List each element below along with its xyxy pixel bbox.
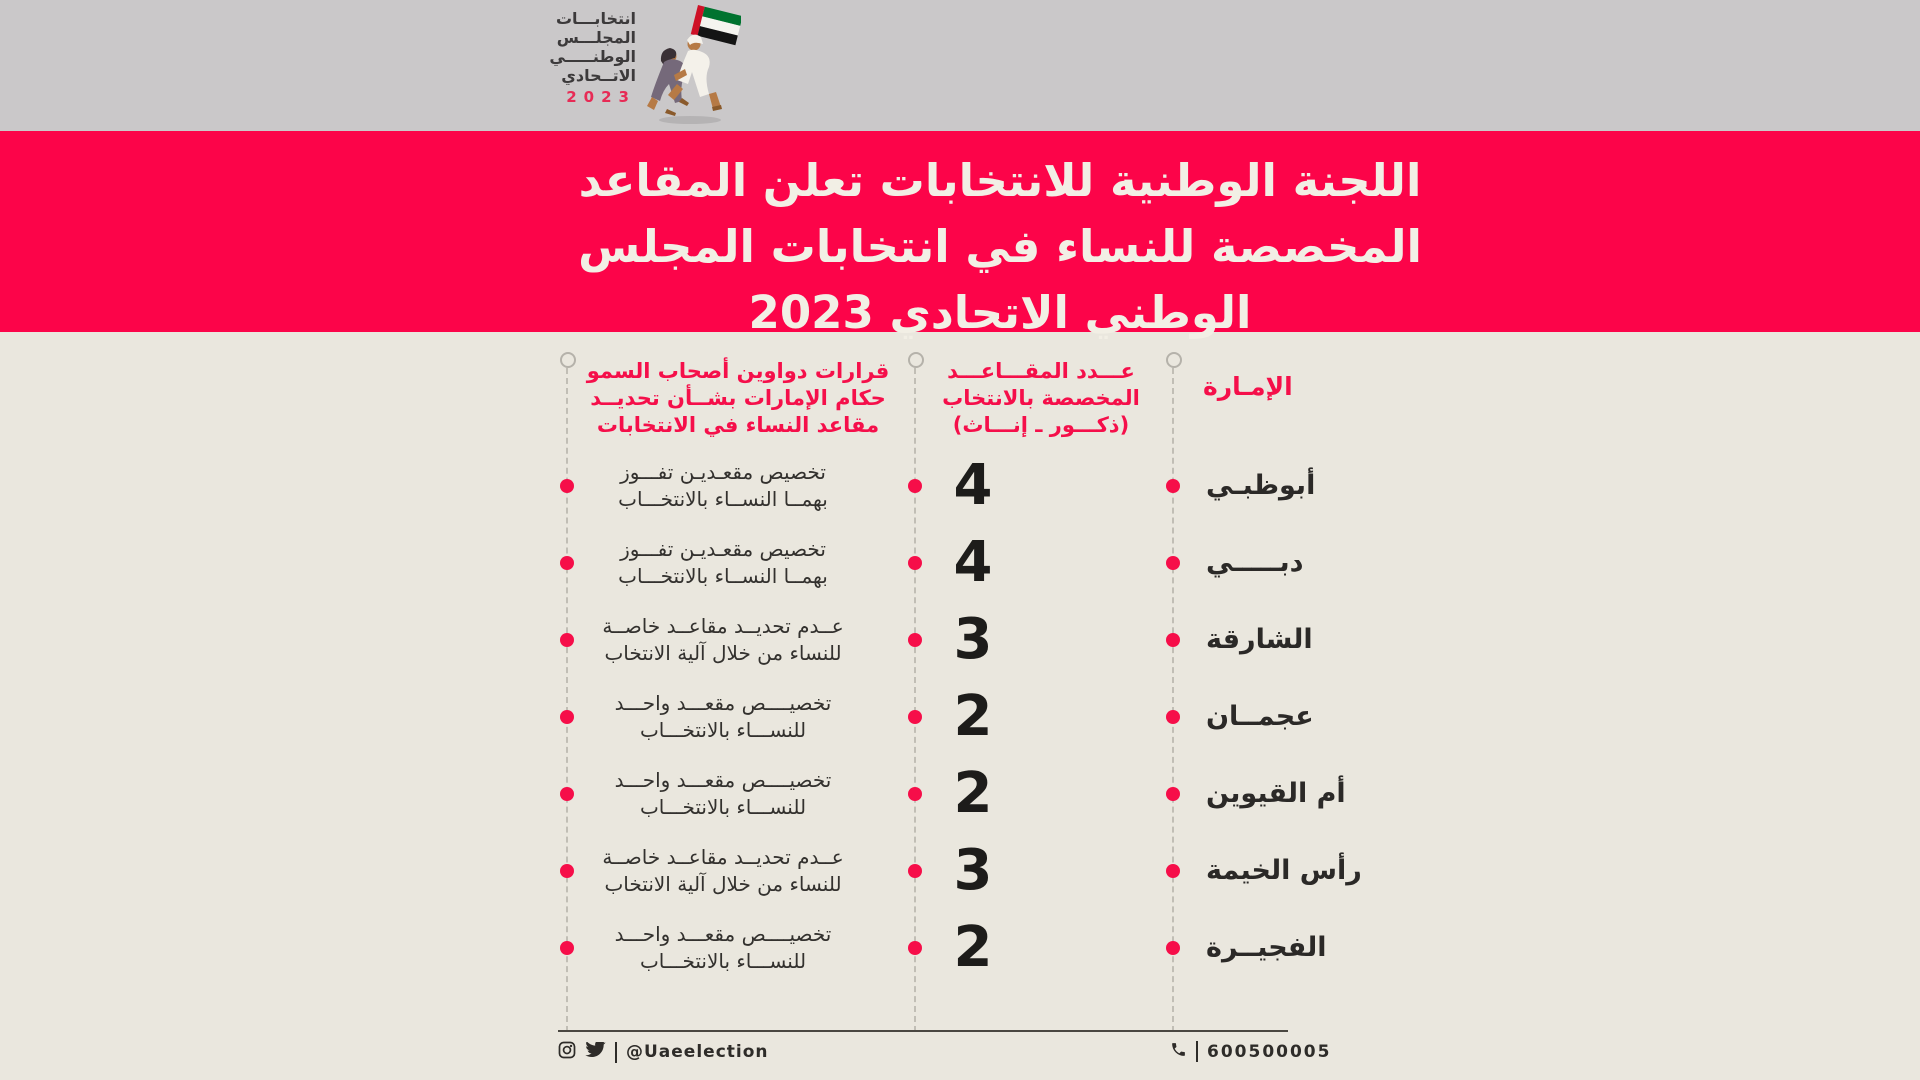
footer-divider-bar	[1196, 1041, 1198, 1062]
row-marker-dot	[560, 556, 574, 570]
table-row	[0, 447, 1920, 525]
decision-text	[583, 524, 863, 602]
decision-text	[583, 447, 863, 525]
decision-line: عــدم تحديــد مقاعــد خاصــة	[602, 614, 844, 638]
title-banner	[0, 131, 1920, 339]
table-row	[0, 832, 1920, 910]
column-header-line: قرارات دواوين أصحاب السمو	[586, 359, 890, 383]
instagram-icon	[558, 1041, 576, 1063]
column-header-line: حكام الإمارات بشــأن تحديــد	[590, 386, 886, 410]
column-header-line: (ذكـــور ـ إنـــاث)	[952, 413, 1130, 437]
phone-number: 600500005	[1207, 1041, 1332, 1062]
seats-count: 2	[953, 915, 993, 980]
decision-text	[583, 601, 863, 679]
row-marker-dot	[560, 941, 574, 955]
row-marker-dot	[1166, 710, 1180, 724]
column-header-line: مقاعد النساء في الانتخابات	[596, 413, 880, 437]
decision-line: تخصيص مقعـديـن تفـــوز	[620, 460, 826, 484]
decision-text	[583, 755, 863, 833]
decision-text	[583, 678, 863, 756]
page-title-line: اللجنة الوطنية للانتخابات تعلن المقاعد	[578, 154, 1422, 207]
table-row	[0, 524, 1920, 602]
decision-line: للنساء من خلال آلية الانتخاب	[604, 641, 842, 665]
seats-count: 2	[953, 684, 993, 749]
logo-title-line: المجلـــس	[556, 28, 636, 47]
table-row	[0, 909, 1920, 987]
footer-divider-bar	[615, 1042, 617, 1063]
uae-flag-runners-illustration	[641, 3, 741, 133]
decision-line: للنســـاء بالانتخـــاب	[639, 949, 807, 973]
column-header-line: المخصصة بالانتخاب	[942, 386, 1140, 410]
decision-line: عــدم تحديــد مقاعــد خاصــة	[602, 845, 844, 869]
table-row	[0, 678, 1920, 756]
decision-line: بهمــا النســاء بالانتخـــاب	[618, 487, 828, 511]
decision-line: تخصيــــص مقعـــد واحـــد	[614, 922, 832, 946]
row-marker-dot	[1166, 941, 1180, 955]
logo-title-line: الوطنـــــي	[549, 47, 636, 66]
divider-top-ring	[560, 352, 576, 368]
row-marker-dot	[1166, 864, 1180, 878]
decision-line: بهمــا النســاء بالانتخـــاب	[618, 564, 828, 588]
decision-line: تخصيــــص مقعـــد واحـــد	[614, 768, 832, 792]
decision-line: للنســـاء بالانتخـــاب	[639, 795, 807, 819]
logo-year: 2023	[566, 88, 636, 106]
seats-count: 3	[953, 607, 993, 672]
emirate-name: أبوظبـي	[1206, 470, 1316, 501]
row-marker-dot	[1166, 556, 1180, 570]
column-header-emirate: الإمـارة	[1203, 372, 1293, 401]
decision-line: تخصيص مقعـديـن تفـــوز	[620, 537, 826, 561]
emirate-name: رأس الخيمة	[1206, 855, 1362, 886]
emirate-name: عجمــان	[1206, 701, 1314, 732]
logo-title-line: انتخابـــات	[555, 9, 636, 28]
page-title-line: المخصصة للنساء في انتخابات المجلس	[578, 220, 1422, 273]
page-title	[80, 148, 1920, 346]
page-title-line: الوطني الاتحادي 2023	[748, 286, 1252, 339]
phone-icon	[1170, 1041, 1187, 1062]
seats-count: 4	[953, 453, 993, 518]
emirate-name: الفجيــرة	[1206, 932, 1327, 963]
column-header-seats	[915, 358, 1167, 439]
table-row	[0, 755, 1920, 833]
twitter-icon	[585, 1042, 606, 1063]
emirate-name: الشارقة	[1206, 624, 1313, 655]
table-row	[0, 601, 1920, 679]
row-marker-dot	[1166, 479, 1180, 493]
phone-group	[1170, 1041, 1331, 1062]
row-marker-dot	[1166, 787, 1180, 801]
seats-count: 2	[953, 761, 993, 826]
row-marker-dot	[560, 864, 574, 878]
column-header-decisions	[577, 358, 899, 439]
footer-divider-rule	[558, 1030, 1288, 1032]
social-media-group	[558, 1041, 769, 1063]
social-handle: @Uaeelection	[626, 1042, 769, 1062]
divider-top-ring	[1166, 352, 1182, 368]
row-marker-dot	[560, 710, 574, 724]
decision-line: للنساء من خلال آلية الانتخاب	[604, 872, 842, 896]
row-marker-dot	[1166, 633, 1180, 647]
emirate-name: أم القيوين	[1206, 778, 1346, 809]
row-marker-dot	[560, 633, 574, 647]
seats-count: 4	[953, 530, 993, 595]
election-logo-title	[536, 9, 636, 107]
column-header-line: عـــدد المقـــاعـــد	[947, 359, 1135, 383]
logo-title-line: الاتــحادي	[561, 66, 636, 85]
decision-text	[583, 909, 863, 987]
decision-line: تخصيــــص مقعـــد واحـــد	[614, 691, 832, 715]
row-marker-dot	[560, 479, 574, 493]
decision-text	[583, 832, 863, 910]
seats-count: 3	[953, 838, 993, 903]
emirate-name: دبـــــي	[1206, 547, 1304, 578]
decision-line: للنســـاء بالانتخـــاب	[639, 718, 807, 742]
top-bar	[0, 0, 1920, 131]
row-marker-dot	[560, 787, 574, 801]
